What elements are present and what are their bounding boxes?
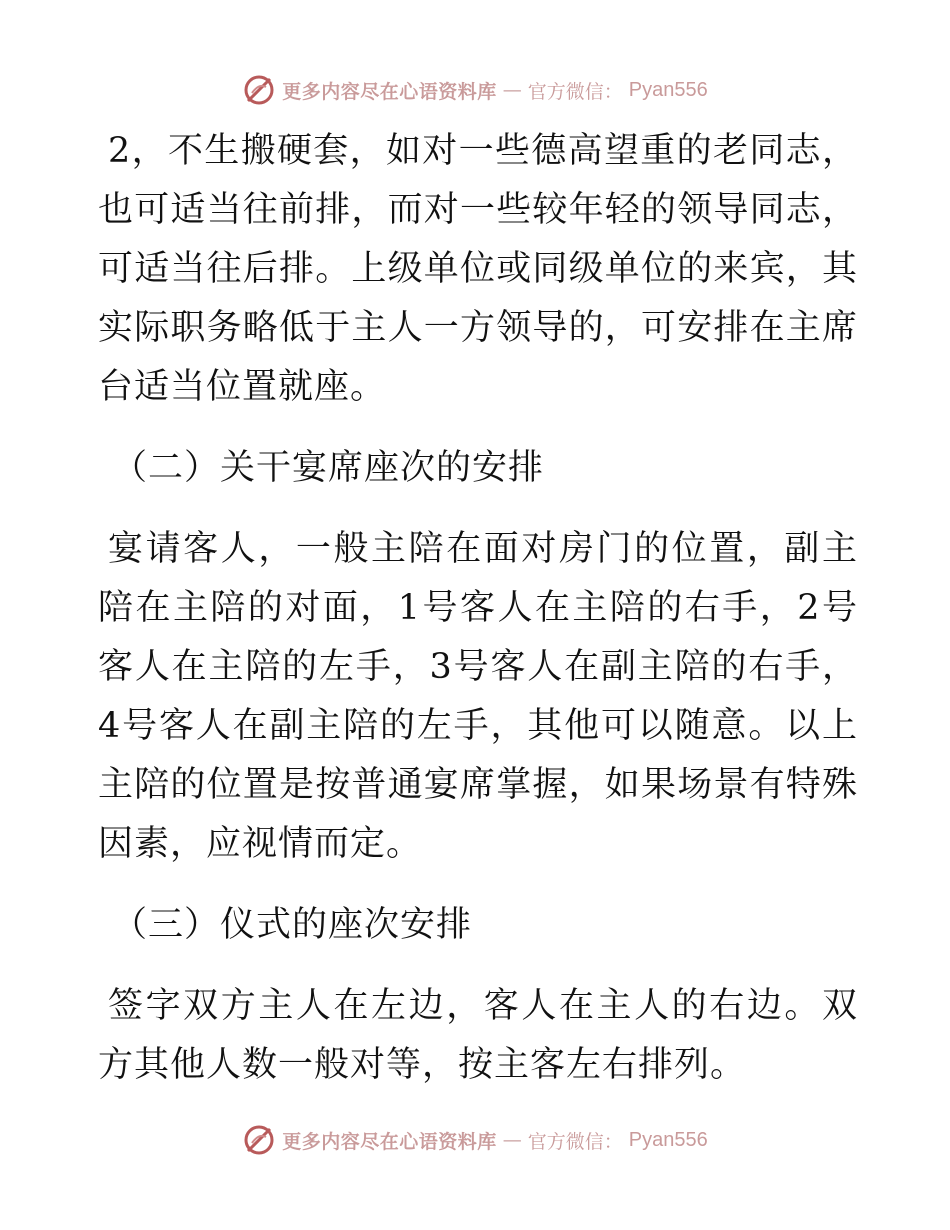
seal-logo-icon <box>242 1123 276 1157</box>
watermark-wechat-label: 官方微信： <box>527 80 623 103</box>
document-body <box>98 122 858 1117</box>
watermark-dash: — <box>502 1129 522 1151</box>
header-watermark <box>0 70 950 110</box>
section-heading-banquet: （二）关干宴席座次的安排 <box>112 448 545 488</box>
watermark-wechat-id: Pyan556 <box>628 1128 708 1151</box>
seal-logo-icon <box>242 73 276 107</box>
watermark-wechat-id: Pyan556 <box>628 78 708 101</box>
footer-watermark <box>0 1120 950 1160</box>
section-heading-ceremony: （三）仪式的座次安排 <box>112 905 473 945</box>
watermark-dash: — <box>502 79 522 101</box>
watermark-wechat-label: 官方微信： <box>527 1130 623 1153</box>
paragraph-ceremony-seating: 签字双方主人在左边，客人在主人的右边。双方其他人数一般对等，按主客左右排列。 <box>98 986 858 1085</box>
paragraph-banquet-seating: 宴请客人，一般主陪在面对房门的位置，副主陪在主陪的对面，1号客人在主陪的右手，2号客人在主陪的左手，3号客人在副主陪的右手，4号客人在副主陪的左手，其他可以随意。以上主陪的位置是按普通宴席掌握，如果场景有特殊因素，应视情而定。 <box>98 529 858 864</box>
watermark-text: 更多内容尽在心语资料库 <box>282 1130 497 1153</box>
watermark-text: 更多内容尽在心语资料库 <box>282 80 497 103</box>
paragraph-seating-flexibility: 2，不生搬硬套，如对一些德高望重的老同志，也可适当往前排，而对一些较年轻的领导同志，可适当往后排。上级单位或同级单位的来宾，其实际职务略低于主人一方领导的，可安排在主席台适当位置就座。 <box>98 131 858 407</box>
